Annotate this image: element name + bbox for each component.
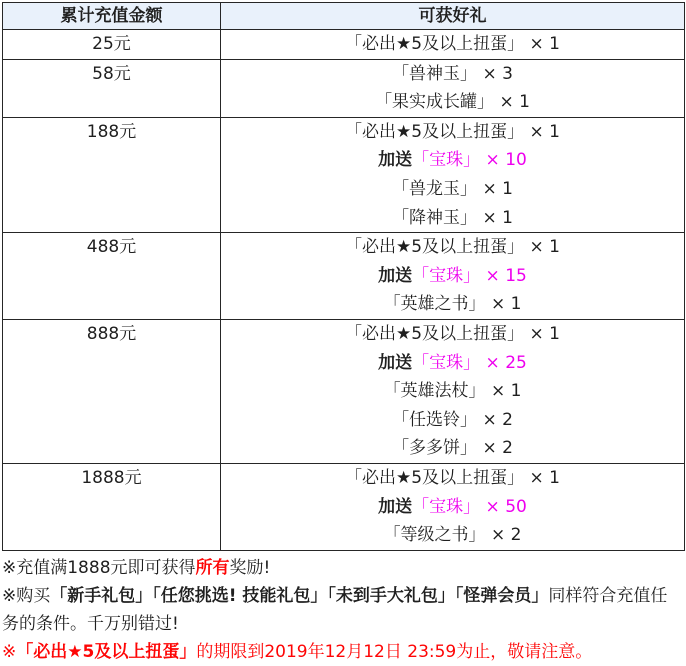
text-segment: 「果实成长罐」 × 1 (375, 92, 530, 113)
table-row (3, 59, 685, 117)
rewards-cell (221, 30, 685, 60)
text-segment: 「必出★5及以上扭蛋」 × 1 (345, 237, 560, 258)
text-segment: 「英雄法杖」 × 1 (383, 381, 522, 402)
reward-line (221, 118, 684, 147)
text-segment: 「新手礼包」 (50, 585, 153, 606)
text-segment: 「未到手大礼包」 (327, 585, 455, 606)
text-segment: 同样符合充值任务的条件。千万别错过! (2, 585, 668, 634)
text-segment: ※ (2, 641, 17, 662)
reward-line (221, 88, 684, 117)
text-segment: 所有 (195, 557, 230, 578)
text-segment: 「必出★5及以上扭蛋」 (16, 641, 197, 662)
rewards-cell (221, 233, 685, 320)
text-segment: 「兽神玉」 × 3 (392, 63, 513, 84)
text-segment: 「必出★5及以上扭蛋」 × 1 (345, 121, 560, 142)
table-row (3, 30, 685, 60)
note-line (2, 638, 684, 666)
table-row (3, 319, 685, 463)
text-segment: 加送 (378, 496, 413, 517)
text-segment: 加送 (378, 352, 413, 373)
text-segment: 「等级之书」 × 2 (383, 525, 522, 546)
reward-line (221, 349, 684, 378)
rewards-cell (221, 117, 685, 232)
rewards-cell (221, 59, 685, 117)
text-segment: 「任您挑选! 技能礼包」 (152, 585, 328, 606)
amount-cell: 888元 (3, 319, 221, 463)
amount-cell: 25元 (3, 30, 221, 60)
text-segment: 「必出★5及以上扭蛋」 × 1 (345, 323, 560, 344)
reward-line (221, 233, 684, 262)
amount-cell: 188元 (3, 117, 221, 232)
reward-line (221, 60, 684, 89)
recharge-rewards-table (2, 2, 685, 551)
amount-cell: 1888元 (3, 463, 221, 550)
text-segment: 「宝珠」 × 10 (412, 150, 527, 171)
reward-line (221, 464, 684, 493)
text-segment: 加送 (378, 150, 413, 171)
reward-line (221, 434, 684, 463)
text-segment: 「必出★5及以上扭蛋」 × 1 (345, 467, 560, 488)
reward-line (221, 377, 684, 406)
reward-line (221, 521, 684, 550)
text-segment: 「必出★5及以上扭蛋」 × 1 (345, 34, 560, 54)
text-segment: ※购买 (2, 585, 51, 606)
text-segment: 加送 (378, 265, 413, 286)
reward-line (221, 320, 684, 349)
notes (0, 551, 686, 666)
text-segment: 「任选铃」 × 2 (392, 409, 513, 430)
amount-cell: 58元 (3, 59, 221, 117)
text-segment: 「英雄之书」 × 1 (383, 294, 522, 315)
reward-line (221, 146, 684, 175)
reward-line (221, 290, 684, 319)
table-row (3, 463, 685, 550)
text-segment: ※充值满1888元即可获得 (2, 557, 196, 578)
rewards-cell (221, 319, 685, 463)
text-segment: 「宝珠」 × 50 (412, 496, 527, 517)
table-row (3, 117, 685, 232)
reward-line (221, 262, 684, 291)
amount-cell: 488元 (3, 233, 221, 320)
rewards-cell (221, 463, 685, 550)
text-segment: 「降神玉」 × 1 (392, 207, 513, 228)
text-segment: 「宝珠」 × 15 (412, 265, 527, 286)
text-segment: 「怪弹会员」 (454, 585, 549, 606)
reward-line (221, 406, 684, 435)
text-segment: 奖励! (229, 557, 271, 578)
reward-line (221, 175, 684, 204)
text-segment: 的期限到2019年12月12日 23:59为止，敬请注意。 (196, 641, 593, 662)
reward-line (221, 493, 684, 522)
text-segment: 「兽龙玉」 × 1 (392, 178, 513, 199)
reward-line (221, 204, 684, 233)
reward-table-body (3, 30, 685, 551)
text-segment: 「多多饼」 × 2 (392, 438, 513, 459)
note-line (2, 582, 684, 638)
column-header-amount: 累计充值金额 (3, 3, 221, 30)
column-header-rewards: 可获好礼 (221, 3, 685, 30)
reward-line (221, 30, 684, 59)
table-header-row (3, 3, 685, 30)
table-row (3, 233, 685, 320)
text-segment: 「宝珠」 × 25 (412, 352, 527, 373)
note-line (2, 554, 684, 582)
